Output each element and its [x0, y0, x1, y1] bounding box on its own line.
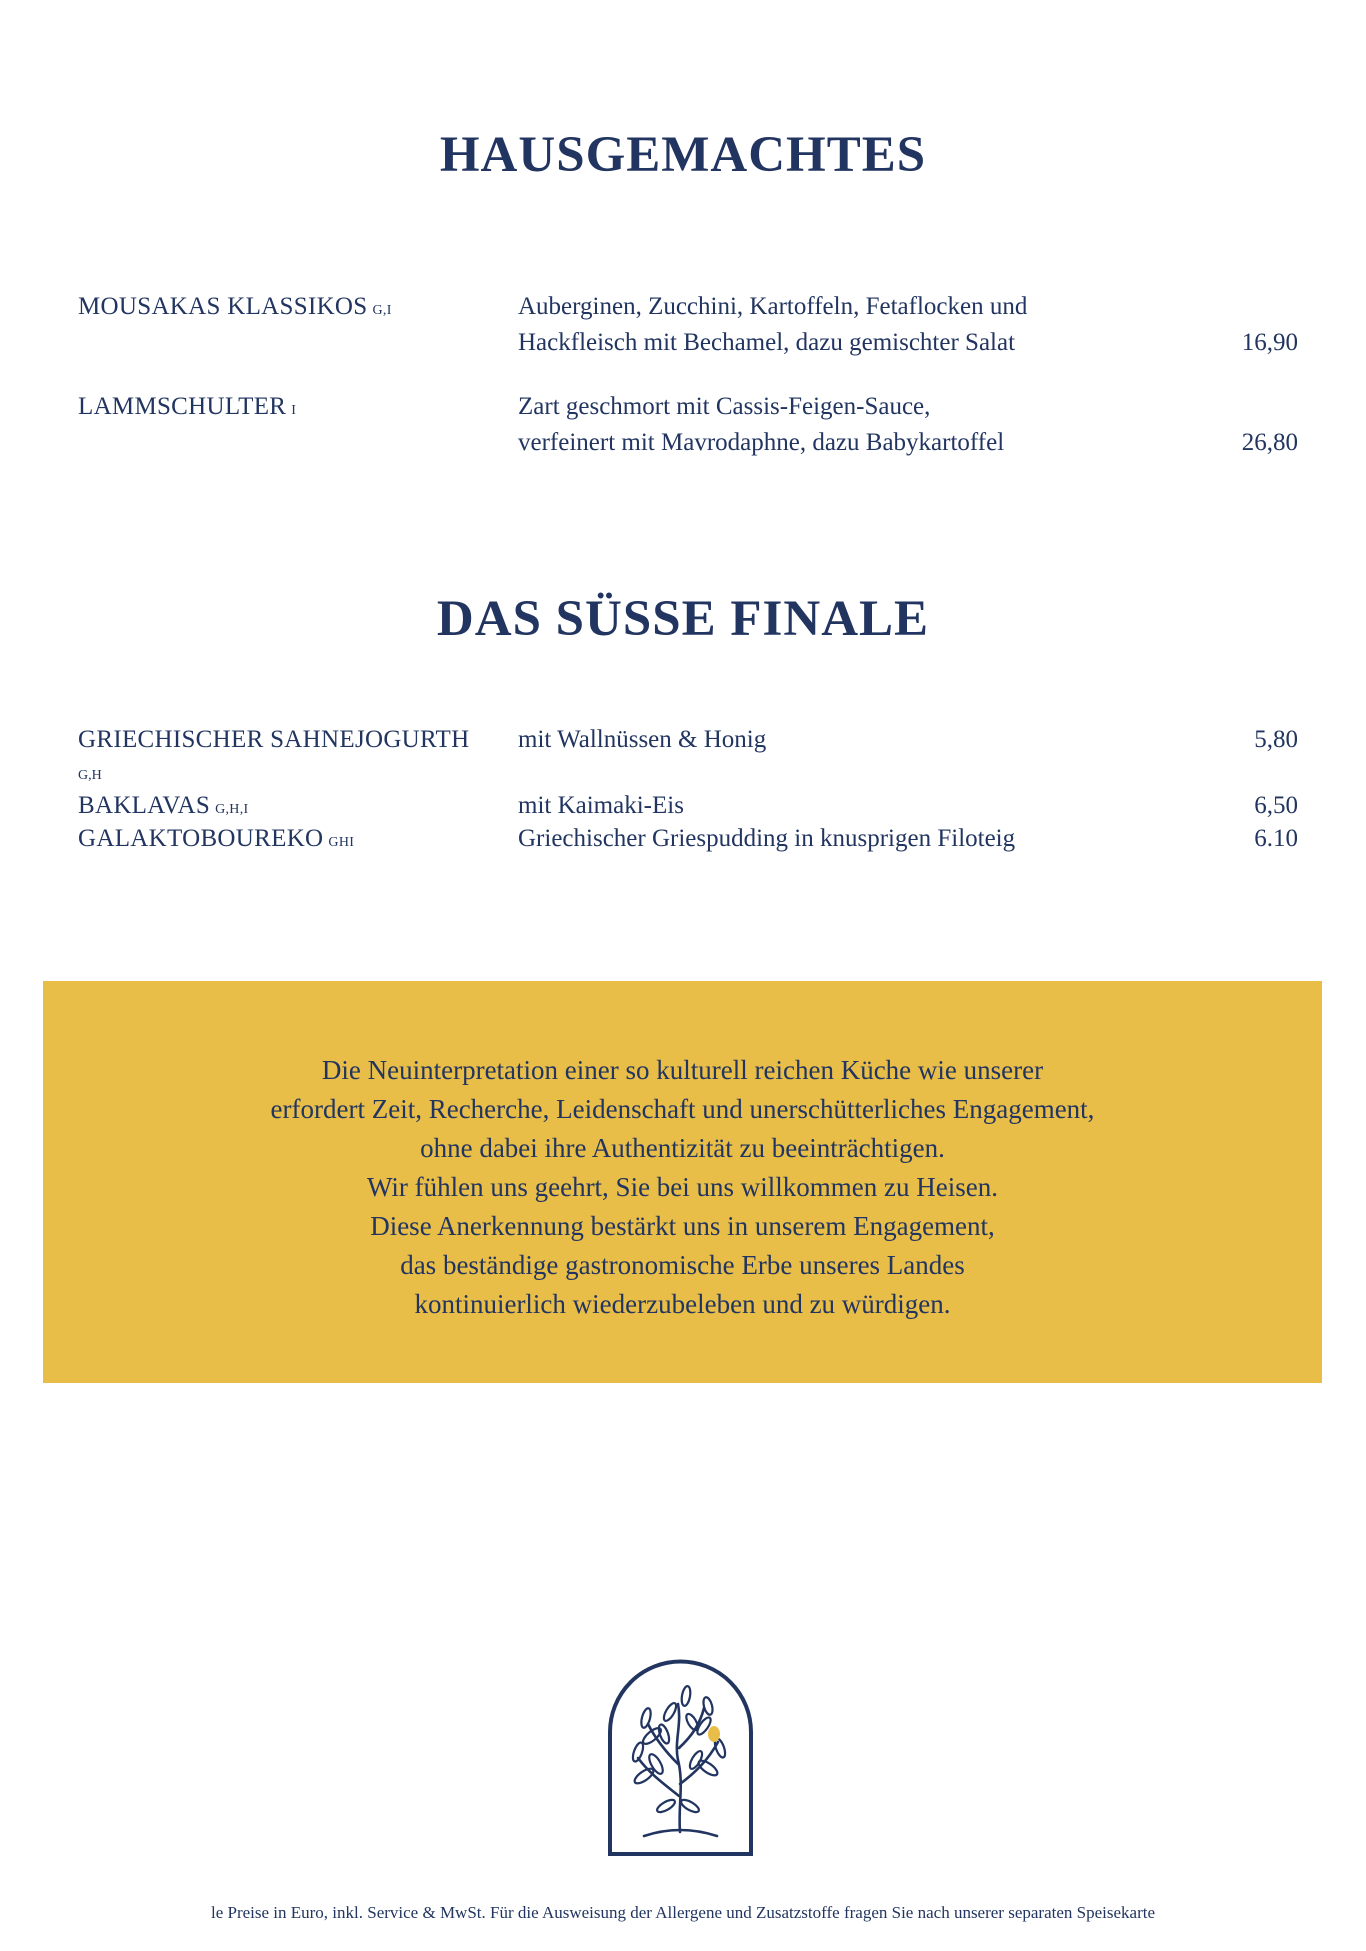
dish-name: GRIECHISCHER SAHNEJOGURTH — [78, 726, 470, 753]
dish-description: Auberginen, Zucchini, Kartoffeln, Fetaflocken und Hackfleisch mit Bechamel, dazu gemischter Salat — [518, 293, 1028, 356]
dish-name: LAMMSCHULTER I — [78, 393, 297, 420]
dish-description: Griechischer Griespudding in knusprigen Filoteig — [518, 825, 1016, 852]
allergen-codes: G,I — [372, 303, 392, 318]
dish-description: mit Kaimaki-Eis — [518, 792, 684, 819]
dish-price: 5,80 — [1254, 726, 1298, 753]
dish-description: Zart geschmort mit Cassis-Feigen-Sauce, verfeinert mit Mavrodaphne, dazu Babykartoffel — [518, 393, 1005, 456]
section-title-suesse-finale: DAS SÜSSE FINALE — [436, 591, 930, 647]
dish-name: MOUSAKAS KLASSIKOS G,I — [78, 293, 392, 320]
philosophy-banner — [43, 981, 1322, 1383]
dish-price: 6.10 — [1254, 825, 1298, 852]
dish-name: GALAKTOBOUREKO GHI — [78, 825, 355, 852]
section-title-hausgemachtes: HAUSGEMACHTES — [439, 127, 927, 183]
allergen-codes: GHI — [328, 835, 355, 850]
dish-price: 6,50 — [1254, 792, 1298, 819]
allergen-codes: G,H,I — [215, 802, 249, 817]
dish-price: 26,80 — [1241, 429, 1298, 456]
banner-text: Die Neuinterpretation einer so kulturell reichen Küche wie unserer erfordert Zeit, Recherche, Leidenschaft und unerschütterliches Engagement, ohne dabei ihre Authentizität zu beeinträchtigen. Wir fühlen uns geehrt, Sie bei uns willkommen zu Heisen. Diese Anerkennung bestärkt uns in unserem Engagement, das beständige gastronomische Erbe unseres Landes kontinuierlich wiederzubeleben und zu würdigen. — [270, 1055, 1095, 1319]
footer-note: le Preise in Euro, inkl. Service & MwSt. Für die Ausweisung der Allergene und Zusatzstoffe fragen Sie nach unserer separaten Speisekarte — [210, 1903, 1156, 1922]
dish-description: mit Wallnüssen & Honig — [518, 726, 767, 753]
allergen-codes: G,H — [78, 768, 102, 783]
dish-name: BAKLAVAS G,H,I — [78, 792, 249, 819]
olive-branch-arch-logo-icon — [604, 1656, 757, 1858]
dish-price: 16,90 — [1241, 329, 1298, 356]
allergen-codes: I — [291, 403, 297, 418]
